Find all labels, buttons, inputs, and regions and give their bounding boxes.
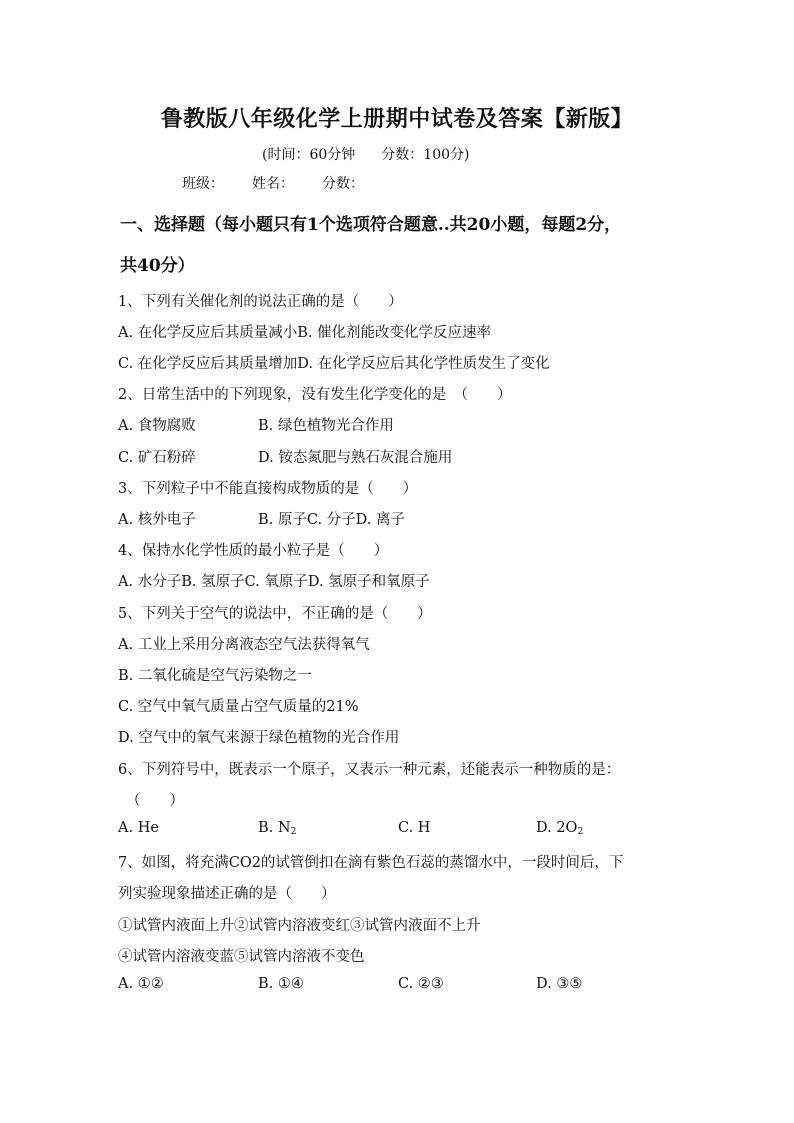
q5-option-b: B. 二氧化硫是空气污染物之一 bbox=[118, 668, 312, 684]
q1-options-cd: C. 在化学反应后其质量增加D. 在化学反应后其化学性质发生了变化 bbox=[118, 356, 550, 372]
q3-option-a: A. 核外电子 bbox=[118, 512, 196, 528]
q5-option-a: A. 工业上采用分离液态空气法获得氧气 bbox=[118, 637, 370, 653]
q7-option-c: C. ②③ bbox=[398, 976, 444, 992]
q4-options: A. 水分子B. 氢原子C. 氧原子D. 氢原子和氧原子 bbox=[118, 574, 430, 590]
q5-option-c: C. 空气中氧气质量占空气质量的21% bbox=[118, 699, 359, 715]
q6-option-d bbox=[536, 820, 583, 837]
q6-option-a: A. He bbox=[118, 820, 159, 836]
q6-option-b-sub: 2 bbox=[290, 827, 297, 837]
q6-stem: 6、下列符号中，既表示一个原子，又表示一种元素，还能表示一种物质的是： bbox=[118, 762, 621, 778]
q2-options-ab bbox=[118, 414, 394, 435]
q2-stem: 2、日常生活中的下列现象，没有发生化学变化的是 （ ） bbox=[118, 387, 512, 403]
exam-score: 分数：100分) bbox=[381, 147, 470, 163]
q7-items-line1: ①试管内液面上升②试管内溶液变红③试管内液面不上升 bbox=[118, 918, 481, 934]
q7-option-d: D. ③⑤ bbox=[536, 976, 583, 992]
q2-option-a: A. 食物腐败 bbox=[118, 418, 196, 434]
q6-option-d-text: D. 2O bbox=[536, 820, 578, 836]
q5-option-d: D. 空气中的氧气来源于绿色植物的光合作用 bbox=[118, 730, 400, 746]
section-heading-line2: 共40分） bbox=[120, 256, 195, 276]
q6-option-d-sub: 2 bbox=[577, 827, 584, 837]
q7-option-b: B. ①④ bbox=[258, 976, 304, 992]
exam-time: (时间：60分钟 bbox=[262, 147, 356, 163]
score-label: 分数： bbox=[322, 176, 364, 192]
q4-stem: 4、保持水化学性质的最小粒子是（ ） bbox=[118, 543, 389, 559]
q3-options bbox=[118, 508, 405, 529]
q7-option-a: A. ①② bbox=[118, 976, 164, 992]
q2-options-cd bbox=[118, 446, 452, 467]
class-label: 班级： bbox=[182, 176, 224, 192]
name-label: 姓名： bbox=[252, 176, 294, 192]
q6-option-b-text: B. N bbox=[258, 820, 291, 836]
q1-options-ab: A. 在化学反应后其质量减小B. 催化剂能改变化学反应速率 bbox=[118, 325, 492, 341]
q6-options bbox=[118, 820, 583, 837]
q7-items-line2: ④试管内溶液变蓝⑤试管内溶液不变色 bbox=[118, 949, 365, 965]
q2-option-c: C. 矿石粉碎 bbox=[118, 450, 196, 466]
q6-option-c: C. H bbox=[398, 820, 431, 836]
section-heading-line1: 一、选择题（每小题只有1个选项符合题意..共20小题，每题2分， bbox=[120, 215, 622, 235]
q6-answer-paren: （ ） bbox=[126, 793, 184, 809]
q3-options-bcd: B. 原子C. 分子D. 离子 bbox=[258, 512, 405, 528]
q7-stem-line2: 列实验现象描述正确的是（ ） bbox=[118, 886, 336, 902]
q6-option-b bbox=[258, 820, 398, 837]
student-info-line bbox=[182, 173, 392, 193]
q1-stem: 1、下列有关催化剂的说法正确的是（ ） bbox=[118, 294, 403, 310]
q2-option-b: B. 绿色植物光合作用 bbox=[258, 418, 394, 434]
q2-option-d: D. 铵态氮肥与熟石灰混合施用 bbox=[258, 450, 453, 466]
q7-stem-line1: 7、如图，将充满CO2的试管倒扣在滴有紫色石蕊的蒸馏水中，一段时间后，下 bbox=[118, 855, 624, 871]
exam-info bbox=[262, 144, 495, 164]
page-title: 鲁教版八年级化学上册期中试卷及答案【新版】 bbox=[160, 106, 634, 132]
q7-options bbox=[118, 976, 582, 992]
q5-stem: 5、下列关于空气的说法中，不正确的是（ ） bbox=[118, 606, 432, 622]
q3-stem: 3、下列粒子中不能直接构成物质的是（ ） bbox=[118, 481, 418, 497]
